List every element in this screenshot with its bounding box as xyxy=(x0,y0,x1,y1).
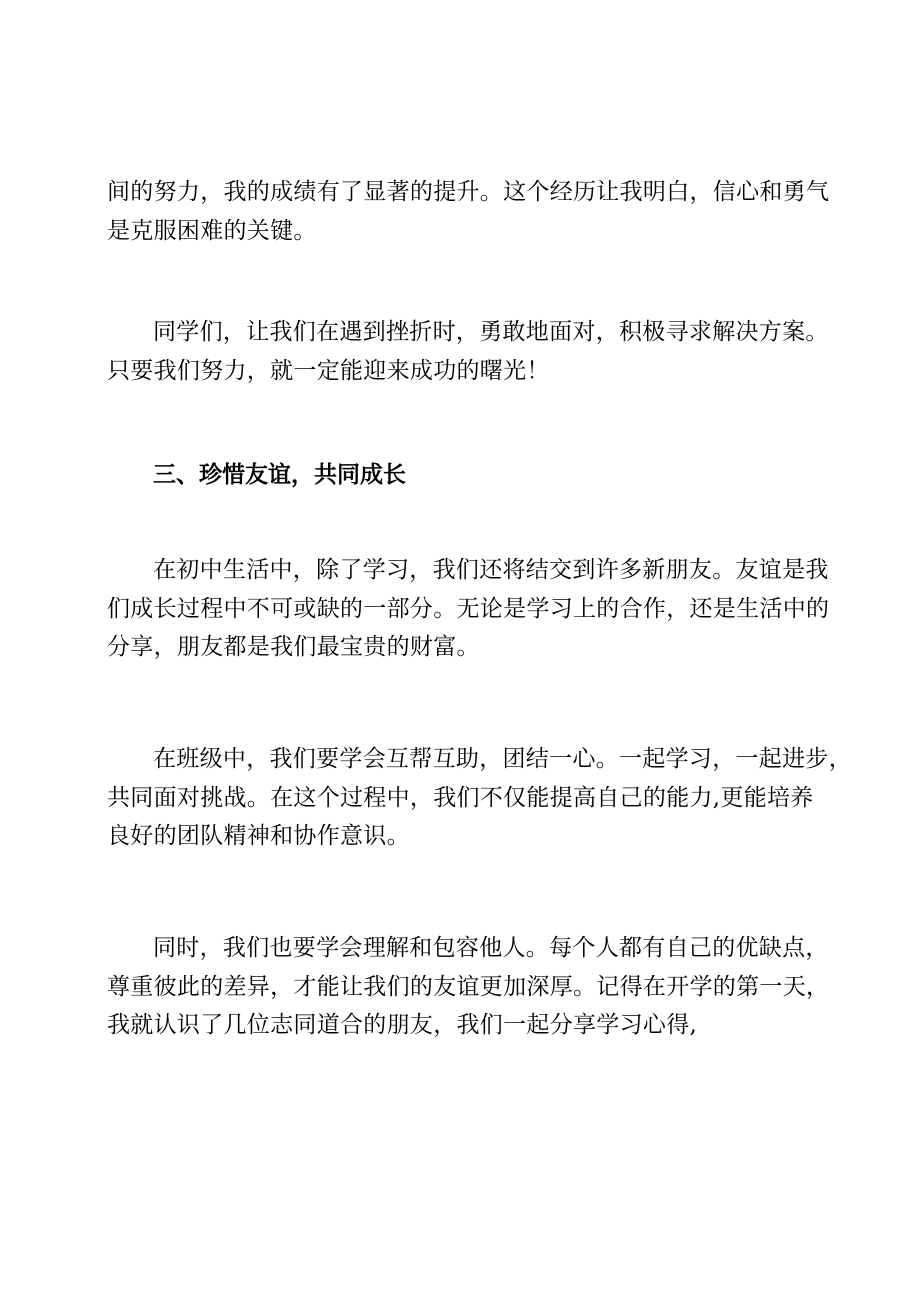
paragraph-line: 们成长过程中不可或缺的一部分。无论是学习上的合作，还是生活中的 xyxy=(107,595,830,622)
paragraph-line: 同学们，让我们在遇到挫折时，勇敢地面对，积极寻求解决方案。 xyxy=(153,319,829,345)
paragraph-line: 共同面对挑战。在这个过程中，我们不仅能提高自己的能力,更能培养 xyxy=(107,784,814,811)
paragraph-understanding-others xyxy=(107,929,830,1045)
paragraph-line: 间的努力，我的成绩有了显著的提升。这个经历让我明白，信心和勇气 xyxy=(107,179,830,205)
paragraph-line: 同时，我们也要学会理解和包容他人。每个人都有自己的优缺点， xyxy=(153,935,829,961)
paragraph-line: 在初中生活中，除了学习，我们还将结交到许多新朋友。友谊是我 xyxy=(153,557,829,583)
paragraph-line: 在班级中，我们要学会互帮互助，团结一心。一起学习，一起进步， xyxy=(153,746,852,772)
paragraph-line: 分享，朋友都是我们最宝贵的财富。 xyxy=(107,634,480,660)
paragraph-line: 我就认识了几位志同道合的朋友，我们一起分享学习心得, xyxy=(107,1012,698,1038)
paragraph-line: 是克服困难的关键。 xyxy=(107,217,317,244)
paragraph-face-setbacks xyxy=(107,313,829,390)
paragraph-new-friends xyxy=(107,551,830,667)
paragraph-line: 良好的团队精神和协作意识。 xyxy=(107,823,410,849)
paragraph-line: 只要我们努力，就一定能迎来成功的曙光！ xyxy=(107,357,550,384)
paragraph-effort-result xyxy=(107,173,830,250)
paragraph-class-teamwork xyxy=(107,740,852,856)
section-heading: 三、珍惜友谊，共同成长 xyxy=(153,462,406,488)
paragraph-line: 尊重彼此的差异，才能让我们的友谊更加深厚。记得在开学的第一天， xyxy=(107,973,830,1000)
